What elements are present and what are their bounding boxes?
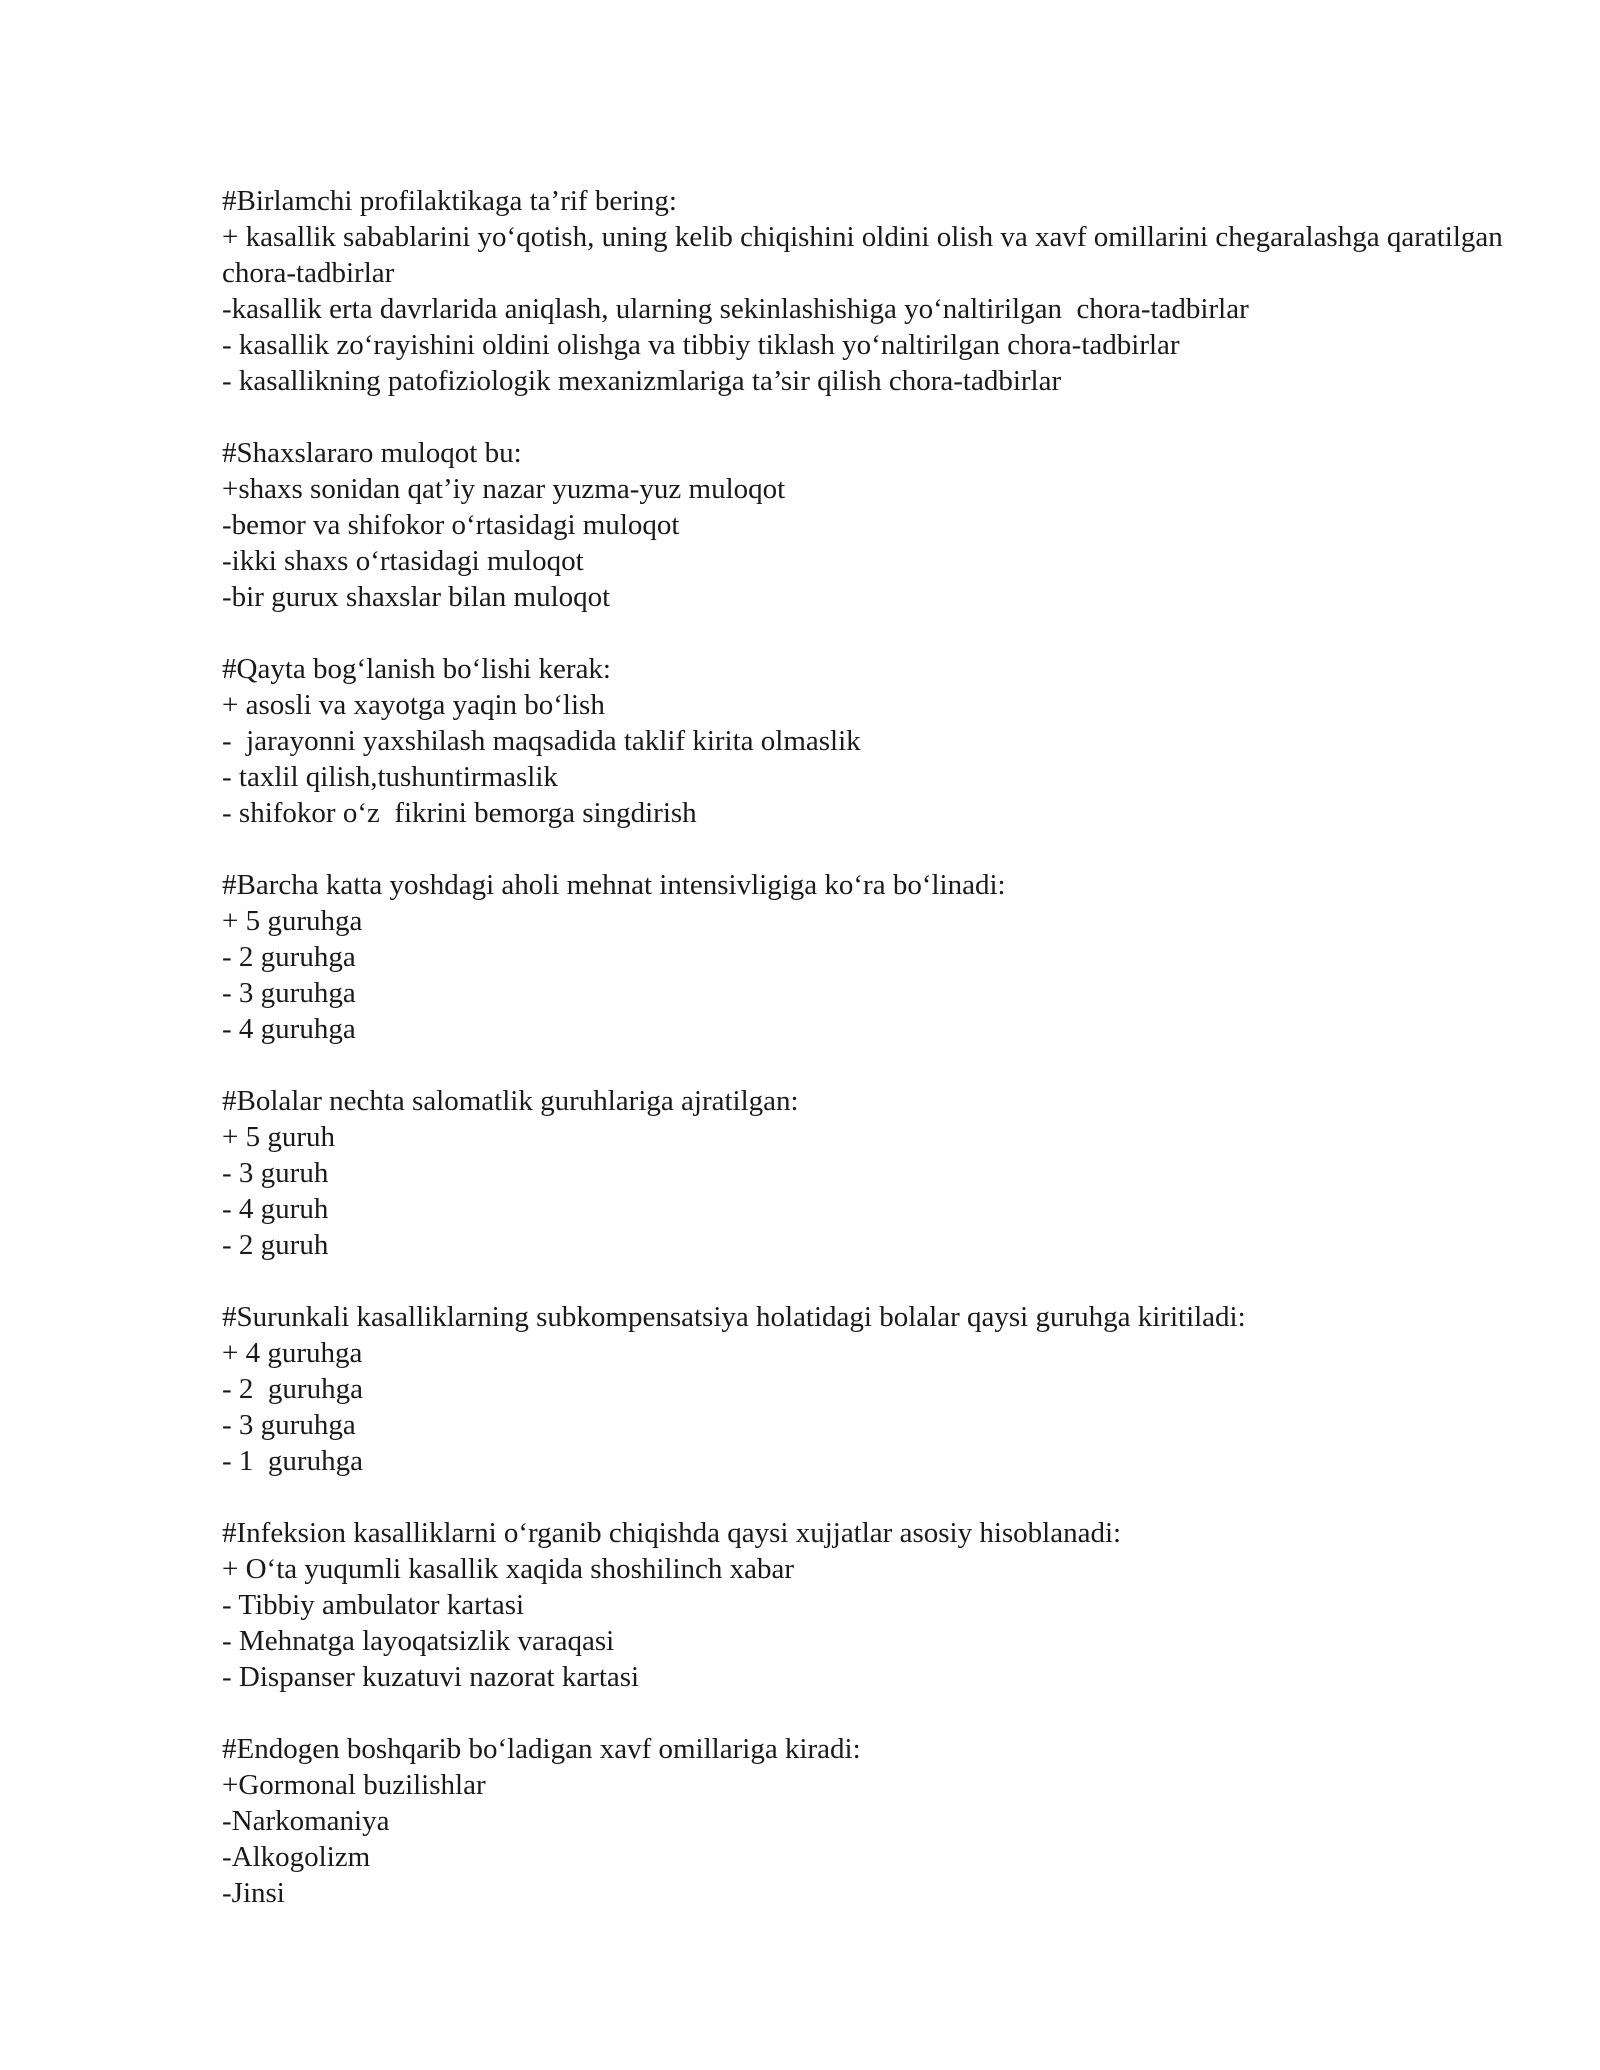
answer-option: - 1 guruhga — [222, 1445, 363, 1477]
question-block — [222, 1731, 1522, 1911]
question-text: #Surunkali kasalliklarning subkompensatsiya holatidagi bolalar qaysi guruhga kiritiladi: — [222, 1301, 1246, 1333]
question-text: #Infeksion kasalliklarni o‘rganib chiqishda qaysi xujjatlar asosiy hisoblanadi: — [222, 1517, 1122, 1549]
answer-option: -Jinsi — [222, 1877, 285, 1909]
answer-option: -bir gurux shaxslar bilan muloqot — [222, 581, 611, 613]
question-block — [222, 183, 1522, 399]
question-text: #Birlamchi profilaktikaga ta’rif bering: — [222, 185, 677, 217]
question-block — [222, 867, 1522, 1047]
answer-option: -Alkogolizm — [222, 1841, 371, 1873]
question-block — [222, 651, 1522, 831]
answer-option: - 2 guruhga — [222, 1373, 363, 1405]
answer-option: - 3 guruhga — [222, 1409, 356, 1441]
question-block — [222, 1515, 1522, 1695]
answer-option: - 4 guruhga — [222, 1013, 356, 1045]
question-text: #Barcha katta yoshdagi aholi mehnat intensivligiga ko‘ra bo‘linadi: — [222, 869, 1006, 901]
answer-option: - jarayonni yaxshilash maqsadida taklif kirita olmaslik — [222, 725, 861, 757]
answer-option: + asosli va xayotga yaqin bo‘lish — [222, 689, 605, 721]
answer-option: - 4 guruh — [222, 1193, 329, 1225]
answer-option: + 4 guruhga — [222, 1337, 363, 1369]
answer-option: - 2 guruhga — [222, 941, 356, 973]
answer-option: +shaxs sonidan qat’iy nazar yuzma-yuz muloqot — [222, 473, 786, 505]
answer-option: -ikki shaxs o‘rtasidagi muloqot — [222, 545, 584, 577]
document-page — [222, 183, 1522, 1947]
answer-option: - 3 guruh — [222, 1157, 329, 1189]
answer-option: -Narkomaniya — [222, 1805, 390, 1837]
answer-option: - Dispanser kuzatuvi nazorat kartasi — [222, 1661, 640, 1693]
question-text: #Shaxslararo muloqot bu: — [222, 437, 522, 469]
answer-option: - 3 guruhga — [222, 977, 356, 1009]
answer-option: -bemor va shifokor o‘rtasidagi muloqot — [222, 509, 680, 541]
question-text: #Endogen boshqarib bo‘ladigan xavf omillariga kiradi: — [222, 1733, 861, 1765]
answer-option: -kasallik erta davrlarida aniqlash, ularning sekinlashishiga yo‘naltirilgan chora-tadbirlar — [222, 293, 1249, 325]
question-block — [222, 435, 1522, 615]
answer-option: - Mehnatga layoqatsizlik varaqasi — [222, 1625, 615, 1657]
answer-option: - kasallikning patofiziologik mexanizmlariga ta’sir qilish chora-tadbirlar — [222, 365, 1062, 397]
answer-option: - kasallik zo‘rayishini oldini olishga va tibbiy tiklash yo‘naltirilgan chora-tadbirlar — [222, 329, 1180, 361]
answer-option: + 5 guruh — [222, 1121, 336, 1153]
answer-option: + 5 guruhga — [222, 905, 363, 937]
answer-option: +Gormonal buzilishlar — [222, 1769, 486, 1801]
answer-option: - 2 guruh — [222, 1229, 329, 1261]
answer-option: - taxlil qilish,tushuntirmaslik — [222, 761, 558, 793]
question-text: #Qayta bog‘lanish bo‘lishi kerak: — [222, 653, 611, 685]
question-text: #Bolalar nechta salomatlik guruhlariga ajratilgan: — [222, 1085, 799, 1117]
question-block — [222, 1299, 1522, 1479]
answer-option: + O‘ta yuqumli kasallik xaqida shoshilinch xabar — [222, 1553, 795, 1585]
answer-option: + kasallik sabablarini yo‘qotish, uning kelib chiqishini oldini olish va xavf omillarini chegaralashga qaratilgan chora-tadbirlar — [222, 221, 1511, 289]
answer-option: - Tibbiy ambulator kartasi — [222, 1589, 525, 1621]
answer-option: - shifokor o‘z fikrini bemorga singdirish — [222, 797, 697, 829]
question-block — [222, 1083, 1522, 1263]
